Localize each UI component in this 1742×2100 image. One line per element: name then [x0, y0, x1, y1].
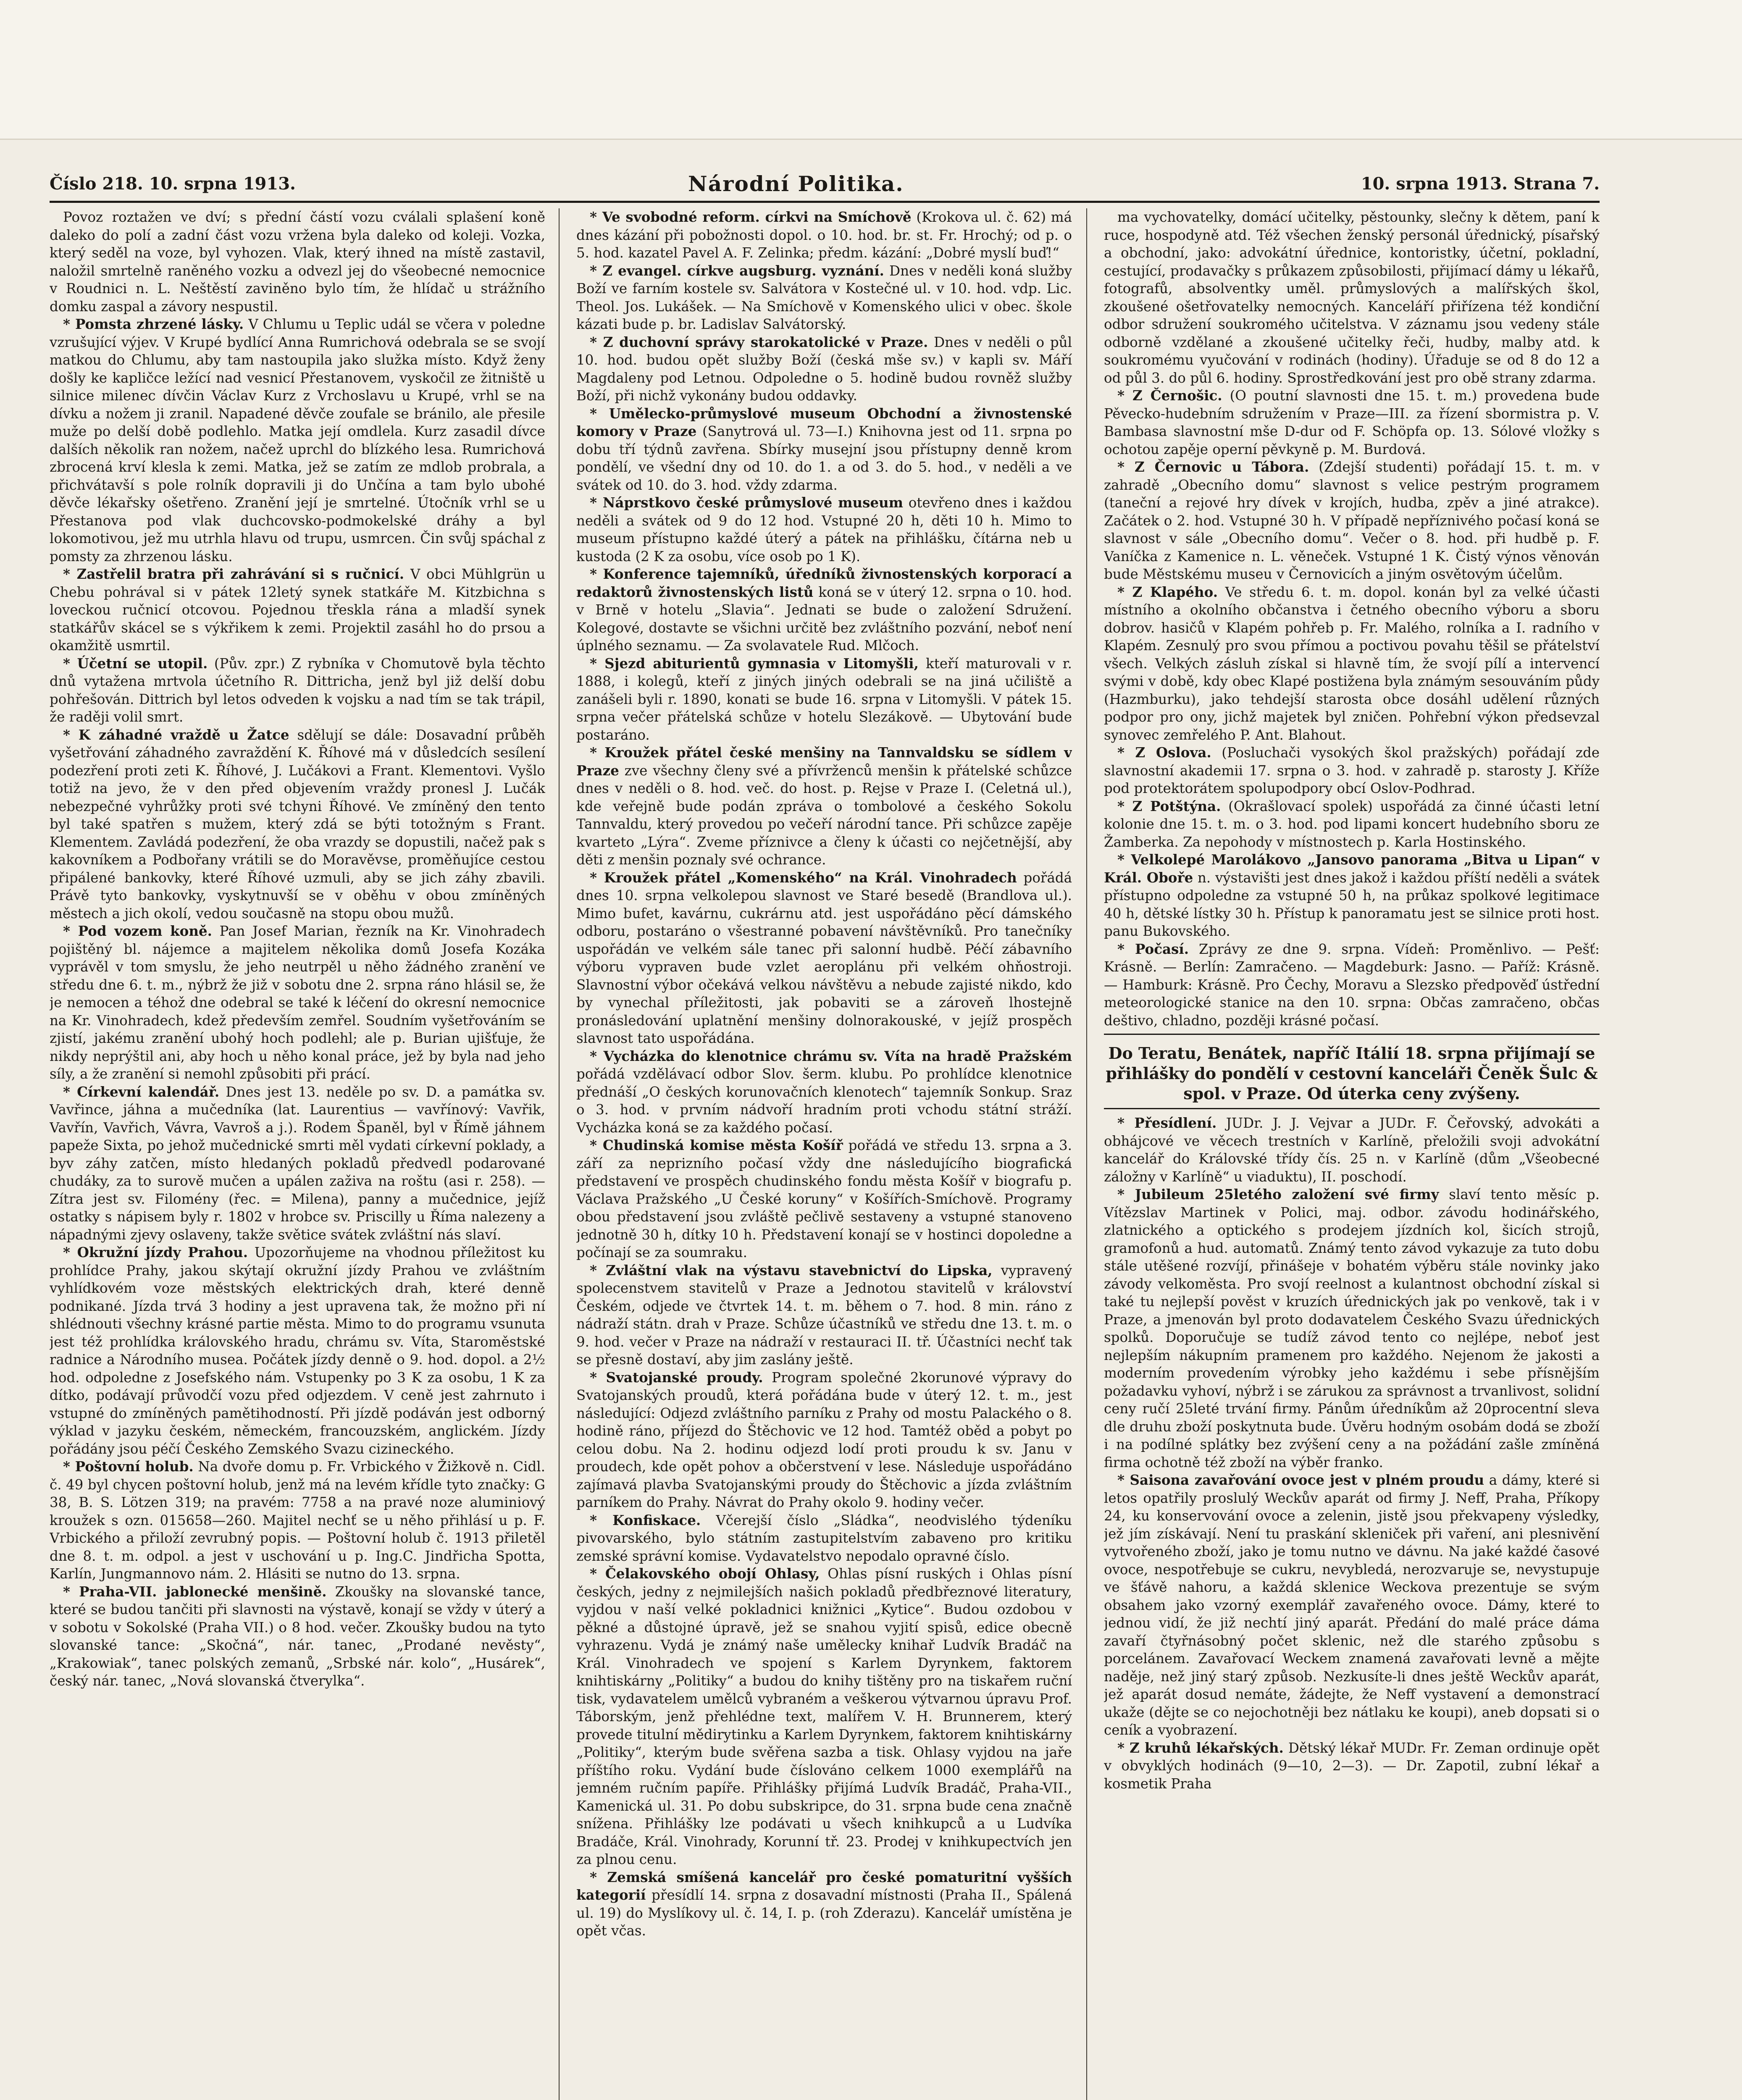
news-item-heading: * Vycházka do klenotnice chrámu sv. Víta na hradě Pražském: [590, 1047, 1072, 1064]
news-item-heading: * Z Oslova.: [1117, 744, 1211, 761]
issue-number: Číslo 218. 10. srpna 1913.: [50, 174, 296, 194]
news-item-text: koná se v úterý 12. srpna o 10. hod. v Brně v hotelu „Slavia“. Jednati se bude o založení Sdružení. Kolegové, dostavte se všichni určitě bez zvláštního pozvání, neboť není úplného seznamu. — Za svolavatele Rud. Mlčoch.: [576, 584, 1072, 654]
news-item-text: (Posluchači vysokých škol pražských) pořádají zde slavnostní akademii 17. srpna o 3. hod. v zahradě p. starosty J. Kříže pod protektorátem spolupodpory obcí Oslov-Podhrad.: [1104, 745, 1600, 796]
news-item-heading: * Z Potštýna.: [1117, 798, 1221, 814]
news-item-heading: * Z duchovní správy starokatolické v Praze.: [590, 333, 928, 350]
news-item-text: sdělují se dále: Dosavadní průběh vyšetřování záhadného zavraždění K. Říhové má v důsledcích sesílení podezření proti zeti K. Říhové, J. Lučákovi a Frant. Klementovi. Vyšlo totiž na jevo, že v den před objevením vraždy pronesl J. Lučák nebezpečné vyhrůžky proti své tchyni Říhové. Ve zmíněný den tento byl také spatřen s mužem, který zdá se býti totožným s Frant. Klementem. Zavládá podezření, že oba vrazdy se dopustili, načež pak s kakovníkem a Podbořany vrátili se do Moravěvse, proměňujíce cestou připálené bankovky, které Říhové uzmuli, aby se jich záhy zbavili. Právě tyto bankovky, vyskytnuvší se v oběhu v obou zmíněných městech a jich okolí, vedou současně na stopu obou mužů.: [50, 727, 545, 921]
news-item: [576, 1262, 1072, 1369]
news-item: [50, 1083, 545, 1244]
date-and-page: 10. srpna 1913. Strana 7.: [1361, 174, 1600, 194]
news-item-text: n. výstavišti jest dnes jakož i každou příští neděli a svátek přístupno odpoledne za vstupné 50 h, na průkaz spolkové legitimace 40 h, dětské lístky 30 h. Přístup k panoramatu jest se silnice proti host. panu Bukovského.: [1104, 869, 1600, 939]
news-item: [576, 1137, 1072, 1262]
column-rule: [1086, 208, 1087, 2100]
news-item: [576, 1869, 1072, 1940]
news-item: [576, 1565, 1072, 1869]
news-item-text: Dětský lékař MUDr. Fr. Zeman ordinuje opět v obvyklých hodinách (9—10, 2—3). — Dr. Zapotil, zubní lékař a kosmetik Praha: [1104, 1740, 1600, 1792]
news-item-text: Na dvoře domu p. Fr. Vrbického v Žižkově n. Cidl. č. 49 byl chycen poštovní holub, jenž má na levém křídle tyto značky: G 38, B. S. Lötzen 319; na pravém: 7758 a na pravé noze aluminiový kroužek s ozn. 015658—260. Majitel nechť se u něho přihlásí u p. F. Vrbického a přiloží zevrubný popis. — Poštovní holub č. 1913 přiletěl dne 8. t. m. odpol. a jest v uschování u p. Ing.C. Jindřicha Spotta, Karlín, Jungmannovo nám. 2. Hlásiti se nutno do 13. srpna.: [50, 1459, 545, 1582]
page-margin: [0, 0, 1742, 139]
news-item: [576, 333, 1072, 405]
column-1: [50, 208, 545, 2100]
news-item: [50, 726, 545, 923]
news-item-text: pořádá dnes 10. srpna velkolepou slavnost ve Staré besedě (Brandlova ul.). Mimo bufet, kavárnu, cukrárnu atd. jest uspořádáno pěcí dámského odboru, postaráno o všestranné pobavení návštěvníků. Pro tanečníky uspořádán ve velkém sále tanec při salonní hudbě. Péčí zábavního výboru vypraven bude vzlet aeroplánu při velkém ohňostroji. Slavnostní výbor očekává velkou návštěvu a nebude zajisté nikdo, kdo by vynechal příležitosti, jak pobaviti se a zároveň lhostejně pronásledování uplatnění menšiny dolnorakouské, v jejíž prospěch slavnost tato uspořádána.: [576, 869, 1072, 1046]
news-item: [1104, 208, 1600, 387]
news-item: [50, 208, 545, 315]
masthead: Národní Politika.: [688, 171, 904, 196]
header-rule: [50, 201, 1600, 203]
news-item-text: Povoz roztažen ve dví; s přední částí vozu cválali splašení koně daleko do polí a zadní část vozu vržena byla daleko od koleji. Vozka, který seděl na voze, byl vyhozen. Vlak, který ihned na místě zastavil, naložil smrtelně raněného vozku a odvezl jej do všeobecné nemocnice v Roudnici n. L. Neštěstí zaviněno bylo tím, že hlídač u strážního domku zaspal a závory nespustil.: [50, 209, 545, 315]
news-item-heading: * Saisona zavařování ovoce jest v plném proudu: [1117, 1472, 1485, 1488]
news-item-heading: * Účetní se utopil.: [63, 655, 208, 672]
news-item: [1104, 744, 1600, 798]
news-item: [576, 262, 1072, 333]
news-item-heading: * Zastřelil bratra při zahrávání si s ručnicí.: [63, 566, 405, 582]
news-item: [50, 315, 545, 565]
news-item-text: Včerejší číslo „Sládka“, neodvislého týdeníku pivovarského, bylo státním zastupitelstvím zabaveno pro kritiku zemské správní komise. Vydavatelstvo nepodalo opravné číslo.: [576, 1512, 1072, 1564]
news-item-text: vypravený spolecenstvem stavitelů v Praze a Jednotou stavitelů v království Českém, odjede ve čtvrtek 14. t. m. během o 7. hod. 8 min. ráno z nádraží státn. drah v Praze. Schůze účastníků ve středu dne 13. t. m. o 9. hod. večer v Praze na nádraží v restauraci II. tř. Účastníci nechť tak se přesně dostaví, aby jim zaslány ještě.: [576, 1262, 1072, 1368]
news-item-text: Program společné 2korunové výpravy do Svatojanských proudů, která pořádána bude v úterý 12. t. m., jest následující: Odjezd zvláštního parníku z Prahy od mostu Palackého o 8. hodině ráno, příjezd do Štěchovic ve 12 hod. Tamtéž oběd a pobyt po celou dobu. Na 2. hodinu odjezd lodí proti proudu k sv. Janu v proudech, kde opět pohov a občerstvení v lese. Následuje uspořádáno zajímavá plavba Svatojanskými proudy do Štěchovic a jízda zvláštním parníkem do Prahy. Návrat do Prahy okolo 9. hodiny večer.: [576, 1369, 1072, 1510]
news-item-text: kteří maturovali v r. 1888, i kolegů, kteří z jiných jiných odebrali se na jiná učiliště a zanášeli byli r. 1890, konati se bude 16. srpna v Litomyšli. V pátek 15. srpna večer přátelská schůze v hotelu Slezákově. — Ubytování bude postaráno.: [576, 655, 1072, 743]
news-item-text: zve všechny členy své a přívrženců menšin k přátelské schůzce dnes v neděli o 8. hod. več. do host. p. Rejse v Praze I. (Celetná ul.), kde veřejně bude podán zpráva o tombolové a českého Sokolu Tannvaldu, který provedou po večeří národní tance. Při schůzce zapěje kvarteto „Lýra“. Zveme příznivce a členy k účasti co nejčetnější, aby děti z menšin poznaly své ochrance.: [576, 762, 1072, 868]
news-item-text: (Pův. zpr.) Z rybníka v Chomutově byla těchto dnů vytažena mrtvola účetního R. Dittricha, jenž byl již delší dobu pohřešován. Dittrich byl letos odveden k vojsku a nad tím se tak trápil, že raději volil smrt.: [50, 655, 545, 725]
news-item-heading: * Z evangel. církve augsburg. vyznání.: [590, 262, 884, 279]
news-item-text: a dámy, které si letos opatřily proslulý Weckův aparát od firmy J. Neff, Praha, Příkopy 24, ku konservování ovoce a zelenin, jistě jsou překvapeny výsledky, jež jím získávají. Není tu praskání skleniček při vaření, ani plesnivění vytvořeného zboží, jako je tomu nutno ve dávnu. Na jaké každé časové ovoce, nespotřebuje se cukru, nevybledá, nerozvaruje se, nevystupuje ve šťávě nahoru, a každá sklenice Weckova prezentuje se svým obsahem jako vzorný exemplář zavařeného ovoce. Dámy, které to jednou vidí, že již nechtí jiný aparát. Předání do malé práce dáma zavaří čtyřnásobný počet sklenic, než dle starého způsobu s porcelánem. Zavařovací Weckem znamená zavařovati levně a mějte naděje, než jiný starý způsob. Nezkusíte-li dnes ještě Weckův aparát, jež aparát dosud nemáte, žádejte, že Neff vystavení a demonstrací ukaže (dějte se co nejochotněji bez nátlaku ke koupi), aneb dopsati si o ceník a vyobrazení.: [1104, 1472, 1600, 1738]
news-item-text: (Okrašlovací spolek) uspořádá za činné účasti letní kolonie dne 15. t. m. o 3. hod. pod lipami koncert hudebního sboru ze Žamberka. Za nepohody v místnostech p. Karla Hostinského.: [1104, 798, 1600, 850]
news-item: [576, 494, 1072, 565]
news-item-heading: * Jubileum 25letého založení své firmy: [1117, 1186, 1439, 1202]
news-item-heading: * Z kruhů lékařských.: [1117, 1739, 1284, 1756]
news-item-heading: * Církevní kalendář.: [63, 1083, 220, 1100]
news-item-heading: * Konfiskace.: [590, 1512, 701, 1528]
news-item-heading: * Svatojanské proudy.: [590, 1369, 763, 1386]
news-item: [576, 405, 1072, 494]
news-item-text: Pan Josef Marian, řezník na Kr. Vinohradech pojištěný bl. nájemce a majitelem několika domů Josefa Kozáka vyprávěl v tom smyslu, že jeho neutrpěl u něho žádného zranění ve středu dne 6. t. m., nýbrž že již v sobotu dne 2. srpna ráno hlásil se, že je nemocen a téhož dne odebral se také k léčení do okresní nemocnice na Kr. Vinohradech, kdež především zemřel. Soudním vyšetřováním se zjistí, jakému zranění ubohý hoch podlehl; ale p. Burian ujišťuje, že nikdy neprýštil ani, aby hoch u něho konal práce, jež by byla nad jeho síly, a že zranění si nemohl způsobiti při prácí.: [50, 923, 545, 1082]
news-item: [576, 1047, 1072, 1137]
news-item-text: V Chlumu u Teplic udál se včera v poledne vzrušující výjev. V Krupé bydlící Anna Rumrichová odebrala se se svojí matkou do Chlumu, aby tam nastoupila jako služka místo. Když ženy došly ke kapličce ležící nad vesnicí Přestanovem, vyskočil ze žitniště u silnice milenec dívčin Václav Kurz z Vrchoslavu u Krupé, vrhl se na dívku a nožem ji zranil. Napadené děvče zoufale se bránilo, ale přesile muže po delší době podlehlo. Matka její omdlela. Kurz zasadil dívce dalších několik ran nožem, načež uprchl do blízkého lesa. Rumrichová zbrocená krví klesla k zemi. Matka, jež se zatím ze mdlob probrala, a přichvátavší s pole rolník dopravili ji do Unčína a tam bylo ubohé děvče lékařsky ošetřeno. Zranění její je smrtelné. Útočník vrhl se u Přestanova pod vlak duchcovsko-podmokelské dráhy a byl lokomotivou, jež mu utrhla hlavu od trupu, usmrcen. Čin svůj spáchal z pomsty za zhrzenou lásku.: [50, 316, 545, 564]
news-item: [576, 655, 1072, 744]
news-item-heading: * Zvláštní vlak na výstavu stavebnictví do Lipska,: [590, 1262, 993, 1278]
news-item: [576, 869, 1072, 1047]
column-3: [1104, 208, 1600, 2100]
news-item-heading: * K záhadné vraždě u Žatce: [63, 726, 289, 743]
news-item: [1104, 798, 1600, 851]
news-item-text: ma vychovatelky, domácí učitelky, pěstounky, slečny k dětem, paní k ruce, hospodyně atd. Též všechen ženský personál úřednický, písařský a obchodní, jako: advokátní úřednice, kontoristky, účetní, pokladní, cestující, prodavačky s průkazem způsobilosti, přijímací dámy u lékařů, fotografů, absolventky uměl. průmyslových a malířských škol, zkoušené ošetřovatelky nemocných. Kanceláří přiřízena též kondiční odbor sdružení soukromého učitelstva. V záznamu jsou vedeny stále odborně vzdělané a zkoušené učitelky řeči, hudby, malby atd. k soukromému vyučování v rodinách (hodiny). Úřaduje se od 8 do 12 a od půl 3. do půl 6. hodiny. Sprostředkování jest pro obě strany zdarma.: [1104, 209, 1600, 386]
page-header: [50, 171, 1600, 197]
news-item-heading: * Zemská smíšená kancelář pro české pomaturitní vyšších kategorií: [576, 1869, 1072, 1903]
news-item: [1104, 1739, 1600, 1793]
news-item-text: Ve středu 6. t. m. dopol. konán byl za velké účasti místního a okolního občanstva i četného obecního výboru a sboru dobrov. hasičů v Klapém pohřeb p. Fr. Malého, rolníka a I. radního v Klapém. Zesnulý pro svou přímou a poctivou povahu těšil se přátelství všech. Velkých zásluh získal si hlavně tím, že svojí pílí a intervencí svými v době, kdy obec Klapé postižena byla známým sesouváním půdy (Hazmburku), jako tehdejší starosta obce dosáhl udělení různých podpor pro ony, jichž majetek byl zničen. Pohřební výkon předsevzal synovec zemřelého P. Ant. Blahout.: [1104, 584, 1600, 743]
news-item-text: otevřeno dnes i každou neděli a svátek od 9 do 12 hod. Vstupné 20 h, děti 10 h. Mimo to museum přístupno každé úterý a pátek na přihlášku, čítárna neb u kustoda (2 K za osobu, více osob po 1 K).: [576, 495, 1072, 564]
news-item: [50, 1458, 545, 1583]
news-item-heading: * Náprstkovo české průmyslové museum: [590, 494, 904, 511]
news-item-heading: * Kroužek přátel „Komenského“ na Král. Vinohradech: [590, 869, 1017, 886]
news-item-heading: * Z Černošic.: [1117, 387, 1222, 404]
column-2: [576, 208, 1072, 2100]
news-item: [50, 1244, 545, 1458]
news-item: [576, 565, 1072, 655]
news-item: [1104, 583, 1600, 744]
travel-notice: Do Teratu, Benátek, napříč Itálií 18. srpna přijímají se přihlášky do pondělí v cestovní kanceláři Čeněk Šulc & spol. v Praze. Od úterka ceny zvýšeny.: [1106, 1044, 1598, 1103]
news-item-text: Dnes jest 13. neděle po sv. D. a památka sv. Vavřince, jáhna a mučedníka (lat. Laurentius — vavřínový: Vavřik, Vavřín, Vavřich, Vávra, Vavroš a j.). Rodem Španěl, byl v Římě jáhnem papeže Sixta, po jehož mučednické smrti měl vydati církevní poklady, a byv záhy zatčen, místo hledaných pokladů předvedl podarované chudáky, za to surově mučen a upálen zaživa na roštu (asi r. 258). — Zítra jest sv. Filomény (řec. = Milena), panny a mučednice, jejíž ostatky s nápisem byly r. 1802 v hrobce sv. Priscilly u Říma nalezeny a nápadnými zjevy oslaveny, takže světice svátek zvláštní nás slaví.: [50, 1084, 545, 1243]
news-item-heading: * Z Černovic u Tábora.: [1117, 459, 1309, 475]
news-item-text: pořádá ve středu 13. srpna a 3. září za neprizního počasí vždy dne následujícího biografická představení ve prospěch chudinského fondu města Košíř v biografu p. Václava Pražského „U České koruny“ v Košířích-Smíchově. Programy obou představení jsou zvláště pečlivě sestaveny a vstupné stanoveno jednotně 30 h, dítky 10 h. Představení konají se v hostinci dopoledne a počínají se za soumraku.: [576, 1137, 1072, 1260]
news-item: [576, 1512, 1072, 1565]
news-item-text: Ohlas písní ruských i Ohlas písní českých, jedny z nejmilejších našich pokladů předbřeznové literatury, vyjdou v naší velké pokladnici knižnici „Kytice“. Budou ozdobou v pěkné a důstojné úpravě, jež se snahou vyjití spisů, edice obecně vyhrazenu. Vydá je známý naše umělecky knihař Ludvík Bradáč na Král. Vinohradech ve spojení s Karlem Dyrynkem, faktorem knihtiskárny „Politiky“ a budou do knihy tištěny pro na tiskařem ruční tisk, vydavatelem umělců vybraném a veškerou výtvarnou úpravu Prof. Táborským, jenž přehlédne text, malířem V. H. Brunnerem, který provede titulní mědirytinku a Karlem Dyrynkem, faktorem knihtiskárny „Politiky“, kterým bude svěřena sazba a tisk. Ohlasy vyjdou na jaře příštího roku. Vydání bude číslováno celkem 1000 exemplářů na jemném ručním papíře. Přihlášky přijímá Ludvík Bradáč, Praha-VII., Kamenická ul. 31. Po dobu subskripce, do 31. srpna bude cena značně snížena. Přihlášky lze podávati u všech knihkupců a u Ludvíka Bradáče, Král. Vinohrady, Korunní tř. 23. Prodej v knihkupectvích jen za plnou cenu.: [576, 1566, 1072, 1867]
news-item-heading: * Pomsta zhrzené lásky.: [63, 316, 244, 332]
news-item-heading: * Praha-VII. jablonecké menšině.: [63, 1583, 327, 1600]
news-item-text: (O poutní slavnosti dne 15. t. m.) provedena bude Pěvecko-hudebním sdružením v Praze—III. za řízení sbormistra p. V. Bambasa slavnostní mše D-dur od F. Schöpfa op. 13. Sólové vložky s ochotou zapěje operní pěvkyně p. M. Burdová.: [1104, 388, 1600, 457]
news-item-text: JUDr. J. J. Vejvar a JUDr. F. Čeřovský, advokáti a obhájcové ve věcech trestních v Karlíně, přeložili svoji advokátní kancelář do Královské třídy čís. 25 n. v Karlíně (dům „Všeobecné záložny v Karlíně“ u viaduktu), II. poschodí.: [1104, 1115, 1600, 1185]
news-item: [1104, 1114, 1600, 1186]
news-item-text: (Krokova ul. č. 62) má dnes kázání při pobožnosti dopol. o 10. hod. br. st. Fr. Hrochý; od p. o 5. hod. kazatel Pavel A. F. Zelinka; předm. kázání: „Dobré myslí buď!“: [576, 209, 1072, 261]
news-item: [1104, 940, 1600, 1030]
news-item-heading: * Konference tajemníků, úředníků živnostenských korporací a redaktorů živnostenských listů: [576, 566, 1072, 600]
news-item: [1104, 1471, 1600, 1739]
column-rule: [559, 208, 560, 2100]
news-item: [576, 1369, 1072, 1512]
news-item-heading: * Z Klapého.: [1117, 583, 1218, 600]
news-item-heading: * Přesídlení.: [1117, 1115, 1217, 1131]
news-item-heading: * Sjezd abiturientů gymnasia v Litomyšli,: [590, 655, 919, 672]
news-item-text: Dnes v neděli o půl 10. hod. budou opět služby Boží (česká mše sv.) v kapli sv. Máří Magdaleny pod Letnou. Odpoledne o 5. hodině budou rovněž služby Boží, při nichž vykonány budou oddavky.: [576, 334, 1072, 404]
news-item: [50, 922, 545, 1083]
news-item-heading: * Umělecko-průmyslové museum Obchodní a živnostenské komory v Praze: [576, 405, 1072, 439]
news-item-text: V obci Mühlgrün u Chebu pohrával si v pátek 12letý synek statkáře M. Kitzbichna s loveckou ručnicí otcovou. Pojednou třeskla rána a mladší synek statkářův skácel se s výkřikem k zemi. Projektil zasáhl ho do prsou a okamžitě usmrtil.: [50, 566, 545, 654]
news-item-heading: * Pod vozem koně.: [63, 923, 212, 939]
news-item-text: (Sanytrová ul. 73—I.) Knihovna jest od 11. srpna po dobu tří týdnů zavřena. Sbírky musejní jsou přístupny denně krom pondělí, ve všední dny od 10. do 1. a od 3. do 5. hod., v neděli a ve svátek od 10. do 3. hod. vždy zdarma.: [576, 423, 1072, 493]
news-item-heading: * Chudinská komise města Košíř: [590, 1137, 843, 1153]
news-item-heading: * Počasí.: [1117, 940, 1189, 957]
news-item: [50, 1583, 545, 1690]
news-item-text: (Zdejší studenti) pořádají 15. t. m. v zahradě „Obecního domu“ slavnost s velice pestrým programem (taneční a rejové hry dívek v krojích, hudba, zpěv a jiné atrakce). Začátek o 2. hod. Vstupné 30 h. V případě nepříznivého počasí koná se slavnost v sále „Obecního domu“. Večer o 8. hod. při hudbě p. F. Vaníčka z Kamenice n. L. věneček. Vstupné 1 K. Čistý výnos věnován bude Městskému museu v Černovicích a jiným osvětovým účelům.: [1104, 459, 1600, 582]
news-item-text: Upozorňujeme na vhodnou příležitost ku prohlídce Prahy, jakou skýtají okružní jízdy Prahou ve zvláštním vyhlídkovém voze městských elektrických drah, které denně podnikané. Jízda trvá 3 hodiny a jest upravena tak, že možno při ní shlédnouti všechny krásné partie města. Mimo to do programu vsunuta jest též prohlídka královského hradu, chrámu sv. Víta, Staroměstské radnice a Národního musea. Počátek jízdy denně o 9. hod. dopol. a 2½ hod. odpoledne z Josefského nám. Vstupenky po 3 K za osobu, 1 K za dítko, podávají průvodčí vozu před odjezdem. V ceně jest zahrnuto i vstupné do zmíněných pamětihodností. Při jízdě podáván jest odborný výklad v jazyku českém, německém, francouzském, anglickém. Jízdy pořádány jsou péčí Českého Zemského Svazu cizineckého.: [50, 1244, 545, 1457]
block-rule: [1104, 1034, 1600, 1035]
news-item: [576, 744, 1072, 869]
news-item-heading: * Ve svobodné reform. církvi na Smíchově: [590, 209, 912, 225]
news-item-text: přesídlí 14. srpna z dosavadní místnosti (Praha II., Spálená ul. 19) do Myslíkovy ul. č. 14, I. p. (roh Zderazu). Kancelář umístěna je opět včas.: [576, 1887, 1072, 1939]
news-item-text: slaví tento měsíc p. Vítězslav Martinek v Polici, maj. odbor. závodu hodinářského, zlatnického a optického s prodejem jízdních kol, šicích strojů, gramofonů a hud. automatů. Známý tento závod vykazuje za tuto dobu stále utěšené rozvíjí, přinášeje v bohatém výběru stále novinky jako závody velkoměsta. Pro svojí reelnost a kulantnost obchodní získal si také tu nejlepší pověst v kruzích úřednických jak po venkově, tak i v Praze, a jmenován byl proto dodavatelem Českého Svazu úřednických spolků. Doporučuje se tudíž závod tento co nejlépe, neboť jest nejlepším nákupním pramenem pro každého. Nejenom že jakosti a moderním provedením výrobky jeho každému i sebe přísnějším požadavku vyhoví, nýbrž i se zárukou za správnost a trvanlivost, solidní ceny ručí 25leté trvání firmy. Pánům úředníkům až 20procentní sleva dle druhu zboží poskytnuta bude. Úvěru hodným osobám dodá se zboží i na podílné splátky bez zvýšení ceny a na požádání zašle zmíněná firma ochotně též zboží na výběr franko.: [1104, 1186, 1600, 1470]
news-item: [1104, 387, 1600, 458]
news-item-heading: * Okružní jízdy Prahou.: [63, 1244, 248, 1260]
news-item-text: Zkoušky na slovanské tance, které se budou tančiti při slavnosti na výstavě, konají se vždy v úterý a v sobotu v Sokolské (Praha VII.) o 8 hod. večer. Zkoušky budou na tyto slovanské tance: „Skočná“, nár. tanec, „Prodané nevěsty“, „Krakowiak“, tanec polských zemanů, „Srbské nár. kolo“, „Husárek“, český nár. tanec, „Nová slovanská čtverylka“.: [50, 1583, 545, 1689]
news-item: [1104, 1186, 1600, 1471]
news-item-text: pořádá vzdělávací odbor Slov. šerm. klubu. Po prohlídce klenotnice přednáší „O českých korunovačních klenotech“ tajemník Sonkup. Sraz o 3. hod. v prvním nádvoří hradním proti vchodu státní stráží. Vycházka koná se za každého počasí.: [576, 1066, 1072, 1136]
news-item: [1104, 851, 1600, 940]
news-item: [50, 655, 545, 726]
news-item-text: Zprávy ze dne 9. srpna. Vídeň: Proměnlivo. — Pešť: Krásně. — Berlín: Zamračeno. — Magdeburk: Jasno. — Paříž: Krásně. — Hamburk: Krásně. Pro Čechy, Moravu a Slezsko předpověď ústřední meteorologické stanice na den 10. srpna: Občas zamračeno, občas deštivo, chladno, později krásné počasí.: [1104, 941, 1600, 1029]
news-item-heading: * Čelakovského obojí Ohlasy,: [590, 1565, 820, 1582]
news-item: [50, 565, 545, 655]
news-item: [576, 208, 1072, 262]
news-item: [1104, 458, 1600, 583]
news-item-heading: * Kroužek přátel české menšiny na Tannvaldsku se sídlem v Praze: [576, 744, 1072, 779]
paper-crease: [0, 139, 1742, 140]
news-item-heading: * Velkolepé Marolákovo „Jansovo panorama „Bitva u Lipan“ v Král. Oboře: [1104, 851, 1600, 886]
news-item-heading: * Poštovní holub.: [63, 1458, 194, 1475]
block-rule: [1104, 1108, 1600, 1109]
news-item-text: Dnes v neděli koná služby Boží ve farním kostele sv. Salvátora v Kostečné ul. v 10. hod. vdp. Lic. Theol. Jos. Lukášek. — Na Smíchově v Komenského ulici v obec. škole kázati bude p. br. Ladislav Salvátorský.: [576, 262, 1072, 332]
